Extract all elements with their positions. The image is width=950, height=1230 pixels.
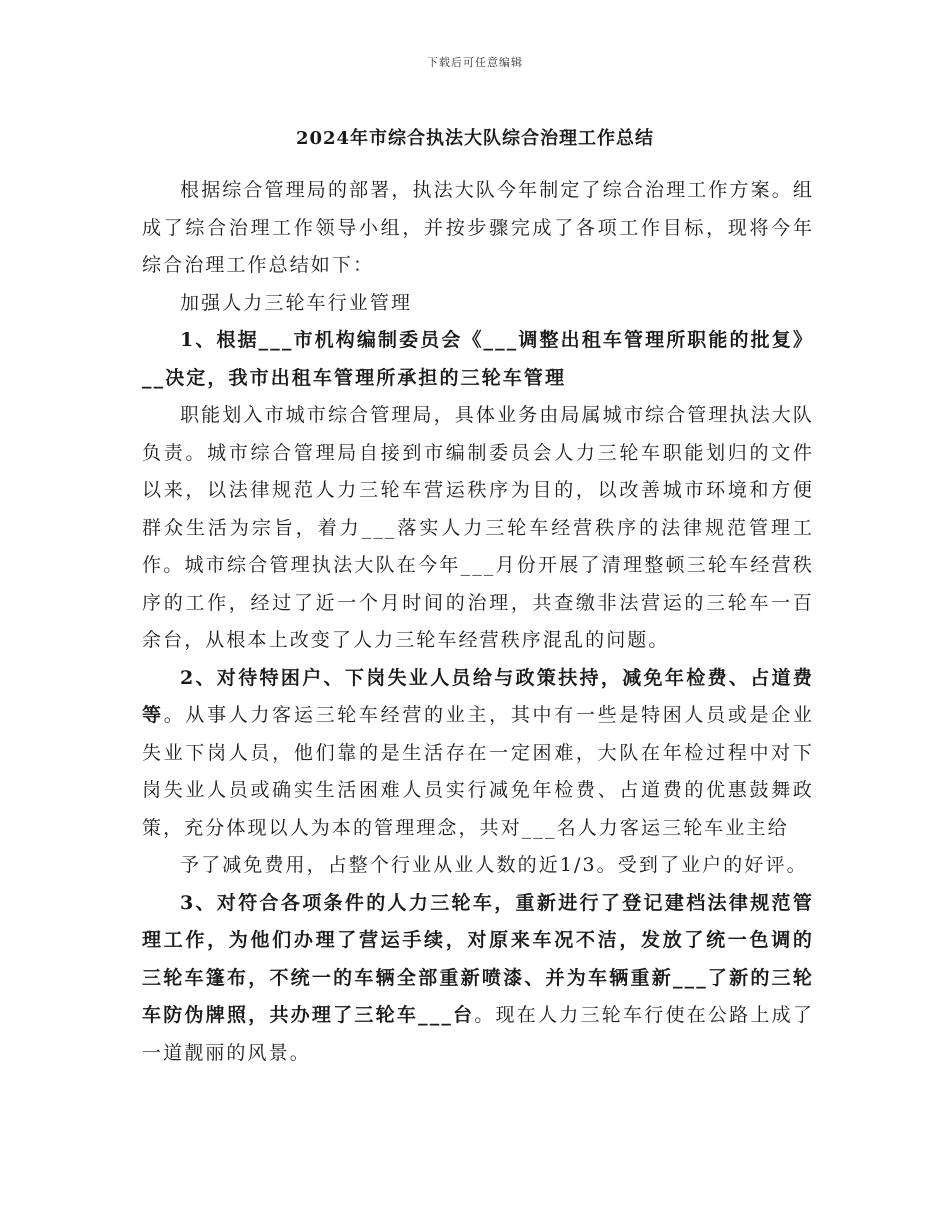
item3-bold-lead: 3、对符合各项条件的人力三轮车，重新进行了登记建档法律规范管理工作，为他们办理了营运手续，对原来车况不洁，发放了统一色调的三轮车篷布，不统一的车辆全部重新喷漆、并为车辆重新___了新的三轮车防伪牌照，共办理了三轮车___台: [142, 891, 814, 1026]
intro-paragraph: 根据综合管理局的部署，执法大队今年制定了综合治理工作方案。组成了综合治理工作领导小组，并按步骤完成了各项工作目标，现将今年综合治理工作总结如下：: [142, 179, 814, 276]
item3-rest: 。现在人力三轮车行使在公路上成了一道靓丽的风景。: [142, 1004, 814, 1064]
item3-paragraph: [142, 885, 814, 1073]
item2-bold-lead: 2、对待特困户、下岗失业人员给与政策扶持，减免年检费、占道费等: [142, 666, 814, 726]
section-heading: 加强人力三轮车行业管理: [180, 291, 413, 314]
item1-heading: 1、根据___市机构编制委员会《___调整出租车管理所职能的批复》__决定，我市出租车管理所承担的三轮车管理: [142, 329, 814, 389]
item2-continuation: 予了减免费用，占整个行业从业人数的近1/3。受到了业户的好评。: [180, 854, 808, 876]
header-note: 下载后可任意编辑: [427, 56, 523, 69]
item2-paragraph: [142, 660, 814, 848]
document-title: 2024年市综合执法大队综合治理工作总结: [295, 128, 655, 149]
item2-rest: 。从事人力客运三轮车经营的业主，其中有一些是特困人员或是企业失业下岗人员，他们靠的是生活存在一定困难，大队在年检过程中对下岗失业人员或确实生活困难人员实行减免年检费、占道费的优惠鼓舞政策，充分体现以人为本的管理理念，共对___名人力客运三轮车业主给: [142, 704, 814, 839]
item1-body: 职能划入市城市综合管理局，具体业务由局属城市综合管理执法大队负责。城市综合管理局自接到市编制委员会人力三轮车职能划归的文件以来，以法律规范人力三轮车营运秩序为目的，以改善城市环境和方便群众生活为宗旨，着力___落实人力三轮车经营秩序的法律规范管理工作。城市综合管理执法大队在今年___月份开展了清理整顿三轮车经营秩序的工作，经过了近一个月时间的治理，共查缴非法营运的三轮车一百余台，从根本上改变了人力三轮车经营秩序混乱的问题。: [142, 404, 814, 651]
document-body: [142, 172, 814, 1072]
